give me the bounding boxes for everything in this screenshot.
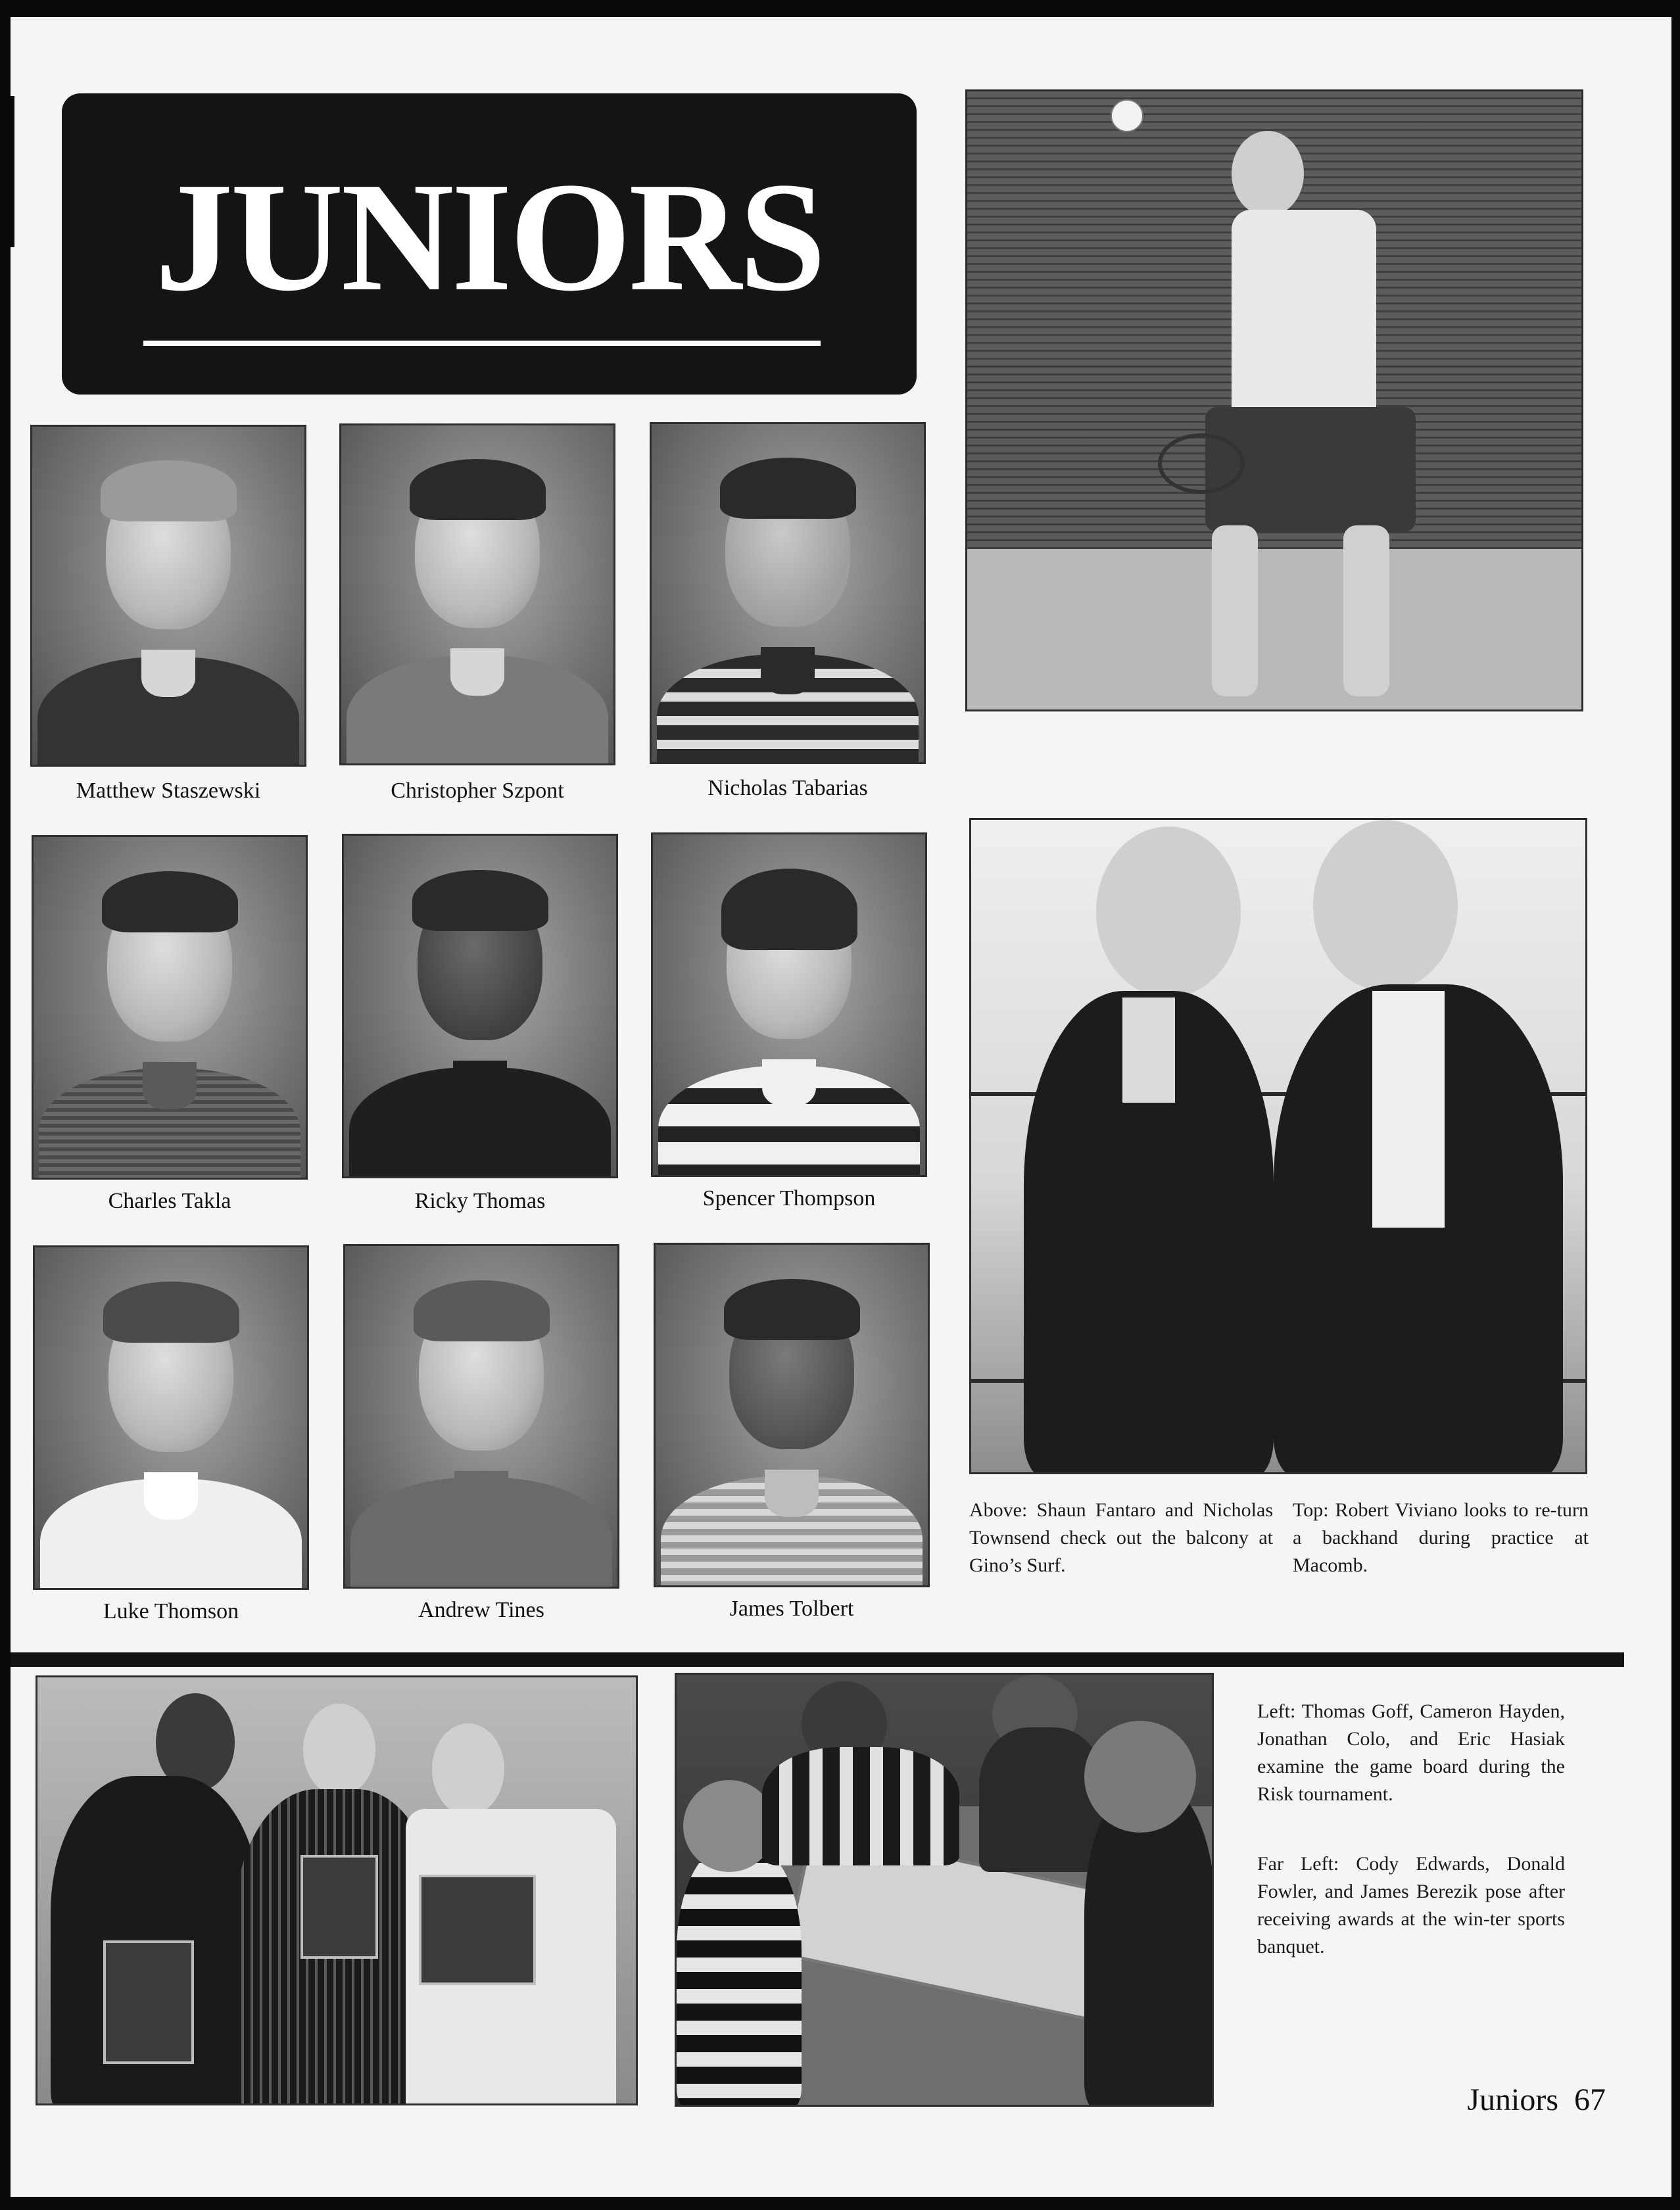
portrait-photo [651, 832, 927, 1177]
portrait-photo [30, 425, 306, 767]
caption-left: Left: Thomas Goff, Cameron Hayden, Jonathan Colo, and Eric Hasiak examine the game board during the Risk tournament. [1257, 1700, 1565, 1805]
section-title: JUNIORS [155, 151, 824, 324]
portrait-photo [33, 1245, 309, 1590]
portrait-photo [654, 1243, 930, 1587]
portrait-photo [32, 835, 308, 1180]
section-banner [62, 93, 917, 395]
portrait-photo [339, 423, 615, 765]
portrait-name: Luke Thomson [103, 1599, 239, 1623]
portrait-name: Charles Takla [108, 1189, 231, 1213]
portrait-name: Spencer Thompson [702, 1186, 876, 1211]
portrait-photo [342, 834, 618, 1178]
caption-far-left: Far Left: Cody Edwards, Donald Fowler, and James Berezik pose after receiving awards at the win-ter sports banquet. [1257, 1853, 1565, 1958]
banner-underline [143, 341, 821, 346]
portrait-name: Nicholas Tabarias [708, 776, 868, 800]
binding-edge-mark [11, 96, 14, 247]
tennis-ball [1111, 99, 1143, 132]
caption-top: Top: Robert Viviano looks to re-turn a backhand during practice at Macomb. [1293, 1499, 1589, 1576]
portrait-name: James Tolbert [729, 1597, 854, 1621]
folio-section: Juniors [1467, 2082, 1558, 2117]
portrait-name: Ricky Thomas [414, 1189, 546, 1213]
portrait-name: Andrew Tines [418, 1598, 544, 1622]
portrait-photo [650, 422, 926, 764]
awards-banquet-photo [36, 1675, 638, 2105]
tennis-practice-photo [965, 89, 1583, 711]
page-folio [1343, 2082, 1606, 2118]
section-divider [11, 1652, 1624, 1667]
folio-page-number: 67 [1574, 2082, 1606, 2117]
balcony-photo [969, 818, 1587, 1474]
portrait-name: Christopher Szpont [391, 779, 564, 803]
portrait-name: Matthew Staszewski [76, 779, 261, 803]
portrait-photo [343, 1244, 619, 1589]
risk-tournament-photo [675, 1673, 1214, 2107]
caption-above: Above: Shaun Fantaro and Nicholas Townsend check out the balcony at Gino’s Surf. [969, 1499, 1273, 1576]
yearbook-page [11, 17, 1671, 2197]
